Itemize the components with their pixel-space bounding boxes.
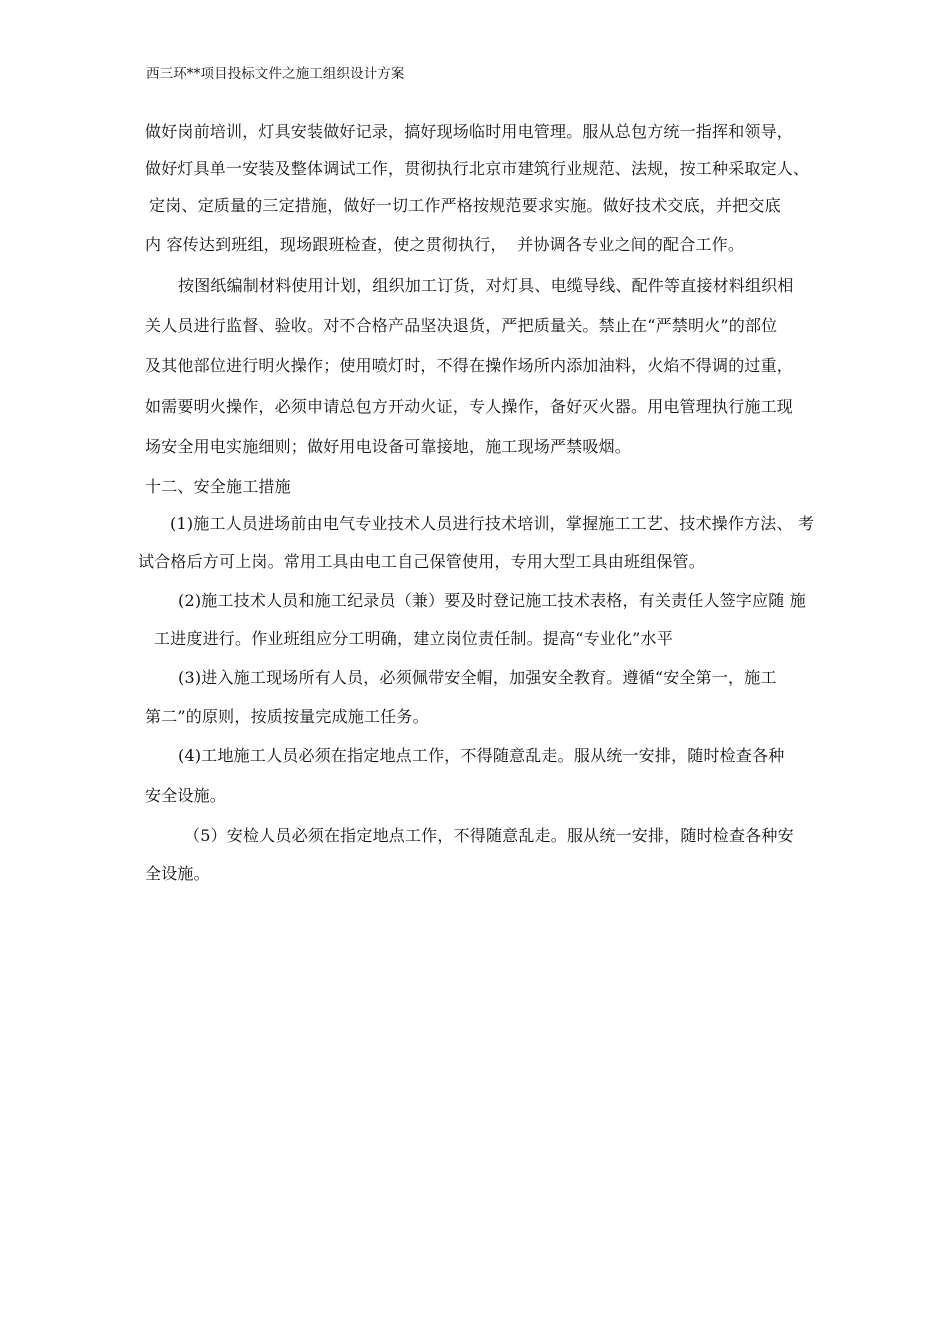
- body-line: (2)施工技术人员和施工纪录员（兼）要及时登记施工技术表格，有关责任人签字应随 施: [178, 591, 806, 610]
- body-line: 及其他部位进行明火操作；使用喷灯时，不得在操作场所内添加油料，火焰不得调的过重，: [145, 356, 794, 375]
- page-header-title: 西三环**项目投标文件之施工组织设计方案: [146, 66, 405, 82]
- body-line: 试合格后方可上岗。常用工具由电工自己保管使用，专用大型工具由班组保管。: [138, 552, 706, 571]
- section-heading: 十二、安全施工措施: [145, 477, 291, 496]
- body-line: 如需要明火操作，必须申请总包方开动火证，专人操作，备好灭火器。用电管理执行施工现: [145, 397, 794, 416]
- body-line: 场安全用电实施细则；做好用电设备可靠接地，施工现场严禁吸烟。: [145, 437, 632, 456]
- body-line: 内 容传达到班组，现场跟班检查，使之贯彻执行， 并协调各专业之间的配合工作。: [145, 235, 745, 254]
- body-line: （5）安检人员必须在指定地点工作，不得随意乱走。服从统一安排，随时检查各种安: [184, 826, 794, 845]
- body-line: 做好岗前培训，灯具安装做好记录，搞好现场临时用电管理。服从总包方统一指挥和领导，: [145, 122, 794, 141]
- body-line: (4)工地施工人员必须在指定地点工作，不得随意乱走。服从统一安排，随时检查各种: [178, 746, 785, 765]
- body-line: 按图纸编制材料使用计划，组织加工订货，对灯具、电缆导线、配件等直接材料组织相: [178, 276, 794, 295]
- body-line: 定岗、定质量的三定措施，做好一切工作严格按规范要求实施。做好技术交底，并把交底: [149, 196, 781, 215]
- body-line: (3)进入施工现场所有人员，必须佩带安全帽，加强安全教育。遵循“安全第一，施工: [178, 668, 777, 687]
- body-line: 全设施。: [145, 864, 210, 883]
- body-line: (1)施工人员进场前由电气专业技术人员进行技术培训，掌握施工工艺、技术操作方法、 考: [170, 514, 815, 533]
- body-line: 安全设施。: [145, 786, 227, 805]
- body-line: 第二”的原则，按质按量完成施工任务。: [145, 707, 429, 726]
- body-line: 做好灯具单一安装及整体调试工作，贯彻执行北京市建筑行业规范、法规，按工种采取定人、: [145, 159, 810, 178]
- body-line: 工进度进行。作业班组应分工明确，建立岗位责任制。提高“专业化”水平: [154, 629, 673, 648]
- body-line: 关人员进行监督、验收。对不合格产品坚决退货，严把质量关。禁止在“严禁明火”的部位: [145, 316, 778, 335]
